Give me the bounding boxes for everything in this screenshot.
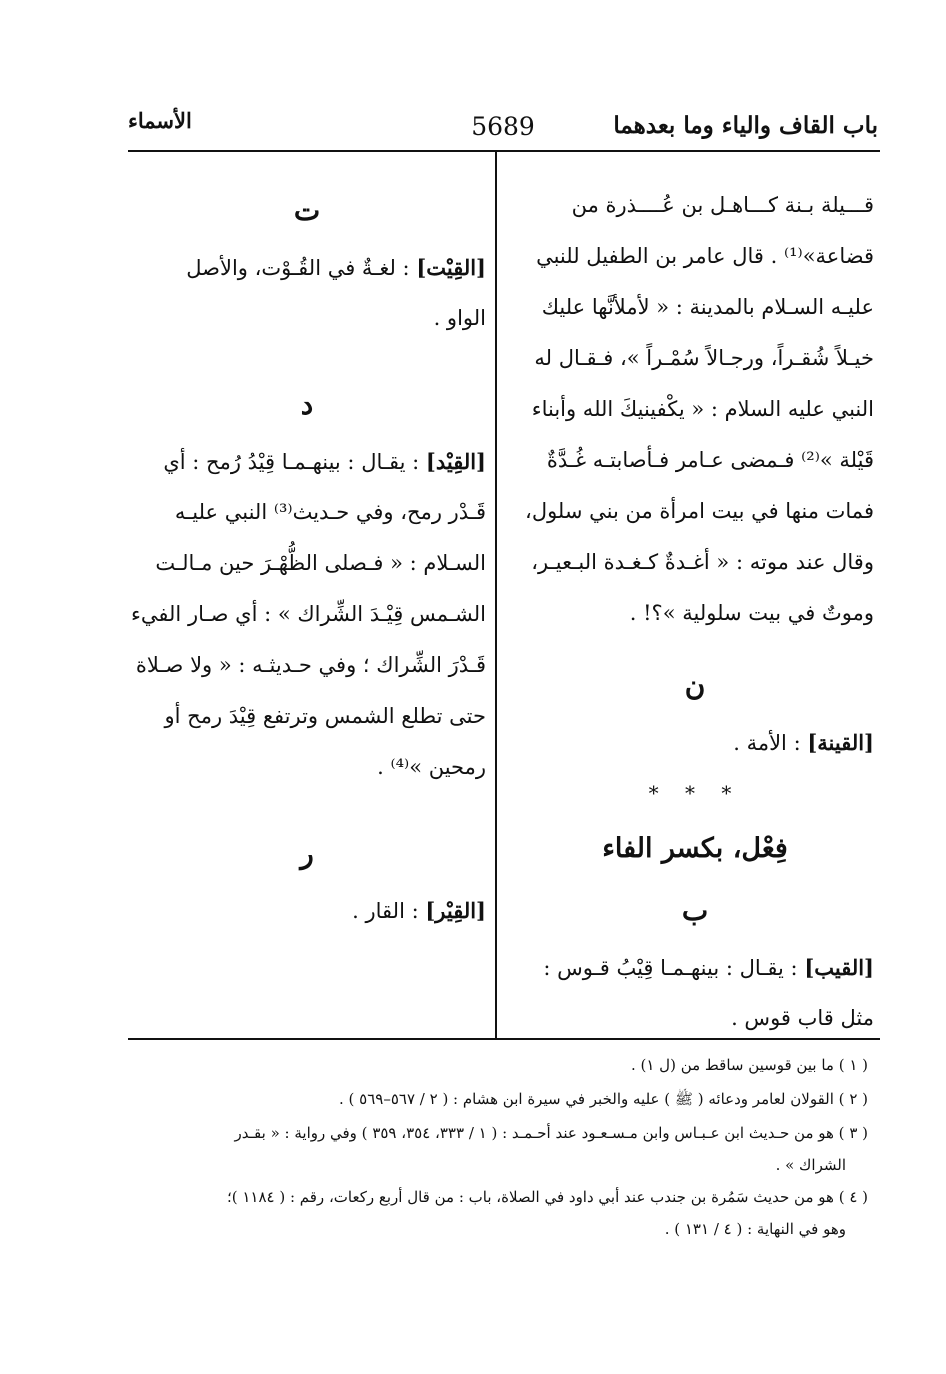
entry-term: [القينة] (807, 730, 874, 755)
text-line: خيـلاً شُقـراً، ورجـالاً سُمْـراً »، فـقـال له (534, 346, 874, 370)
text-line: قَـدْرَ الشِّراك ؛ وفي حـديثـه : « ولا صـلاة (135, 653, 486, 677)
fil-heading: فِعْل، بكسر الفاء (602, 833, 788, 864)
letter-heading-nun: ن (684, 669, 706, 702)
footnotes (116, 1048, 868, 1244)
entry-term: [القِيْد] (425, 449, 486, 474)
entry-text: : يقـال : بينهـمـا قِيْبُ قـوس : (543, 956, 798, 980)
entry-term: [القِيْر] (425, 898, 486, 923)
footnote-continuation: وهو في النهاية : ( ٤ / ١٣١ ) . (664, 1220, 846, 1238)
entry-qit (128, 242, 486, 293)
entry-term: [القيب] (804, 955, 874, 980)
entry-qayna (516, 717, 874, 768)
text-line: رمحين »⁽⁴⁾ . (377, 755, 486, 779)
text-line: قـــيلة بـنة كـــاهـل بن عُــــذرة من (571, 193, 874, 217)
right-column (516, 180, 874, 1044)
letter-heading-ra: ر (300, 837, 314, 870)
text-line: الواو . (433, 306, 486, 330)
footnote: ( ١ ) ما بين قوسين ساقط من (ل ١) . (630, 1056, 868, 1074)
footnote-rule (128, 1038, 880, 1040)
left-column (128, 180, 486, 936)
text-line: قَـدْر رمح، وفي حـديث⁽³⁾ النبي عليـه (174, 500, 486, 524)
entry-qid (128, 436, 486, 487)
letter-heading-ba: ب (681, 894, 709, 927)
text-line: حتى تطلع الشمس وترتفع قِيْدَ رمح أو (164, 704, 486, 728)
section-title: الأسماء (128, 108, 192, 133)
entry-qir (128, 885, 486, 936)
page-number: 5689 (471, 112, 535, 141)
text-line: قَيْلة »⁽²⁾ فـمضى عـامر فـأصابتـه غُـدَّةٌ (546, 448, 874, 472)
letter-heading-dal: د (300, 388, 314, 421)
footnote: ( ٢ ) القولان لعامر ودعائه ( ﷺ ) عليه والخبر في سيرة ابن هشام : ( ٢ / ٥٦٧–٥٦٩ ) . (339, 1090, 868, 1108)
column-divider (495, 150, 497, 1038)
text-line: وقال عند موته : « أغـدةٌ كـغـدة البـعيـر، (531, 550, 874, 574)
text-line: النبي عليه السلام : « يكْفينيكَ الله وأبناء (531, 397, 874, 421)
footnote: ( ٣ ) هو من حـديث ابن عـبـاس وابن مـسـعـود عند أحـمـد : ( ١ / ٣٣٣، ٣٥٤، ٣٥٩ ) وفي رواية : « بقـدر (234, 1124, 868, 1142)
chapter-title: باب القاف والياء وما بعدهما (613, 112, 878, 139)
text-line: السـلام : « فـصلى الظُّهْـرَ حين مـالـت (155, 551, 486, 575)
text-line: قضاعة»⁽¹⁾ . قال عامر بن الطفيل للنبي (536, 244, 874, 268)
entry-text: : القار . (352, 899, 419, 923)
text-line: مثل قاب قوس . (731, 1006, 874, 1030)
letter-heading-ta: ت (293, 194, 321, 227)
entry-qib (516, 942, 874, 993)
text-line: الشـمس قِيْـدَ الشِّراك » : أي صـار الفيء (131, 602, 486, 626)
entry-text: : لغـةٌ في القُـوْت، والأصل (186, 256, 410, 280)
entry-text: : الأمة . (733, 731, 801, 755)
entry-text: : يقـال : بينهـمـا قِيْدُ رُمح : أي (163, 450, 420, 474)
page-header (128, 108, 878, 148)
entry-term: [القِيْت] (416, 255, 486, 280)
footnote-continuation: الشراك » . (775, 1156, 846, 1174)
text-line: عليـه السـلام بالمدينة : « لأملأنَّها عليك (541, 295, 874, 319)
section-separator: * * * (648, 781, 742, 805)
text-line: فمات منها في بيت امرأة من بني سلول، (525, 499, 874, 523)
header-rule (128, 150, 880, 152)
text-line: وموتٌ في بيت سلولية »؟! . (629, 601, 874, 625)
footnote: ( ٤ ) هو من حديث سَمُرة بن جندب عند أبي داود في الصلاة، باب : من قال أربع ركعات، رقم : ( ١١٨٤ )؛ (226, 1188, 868, 1206)
